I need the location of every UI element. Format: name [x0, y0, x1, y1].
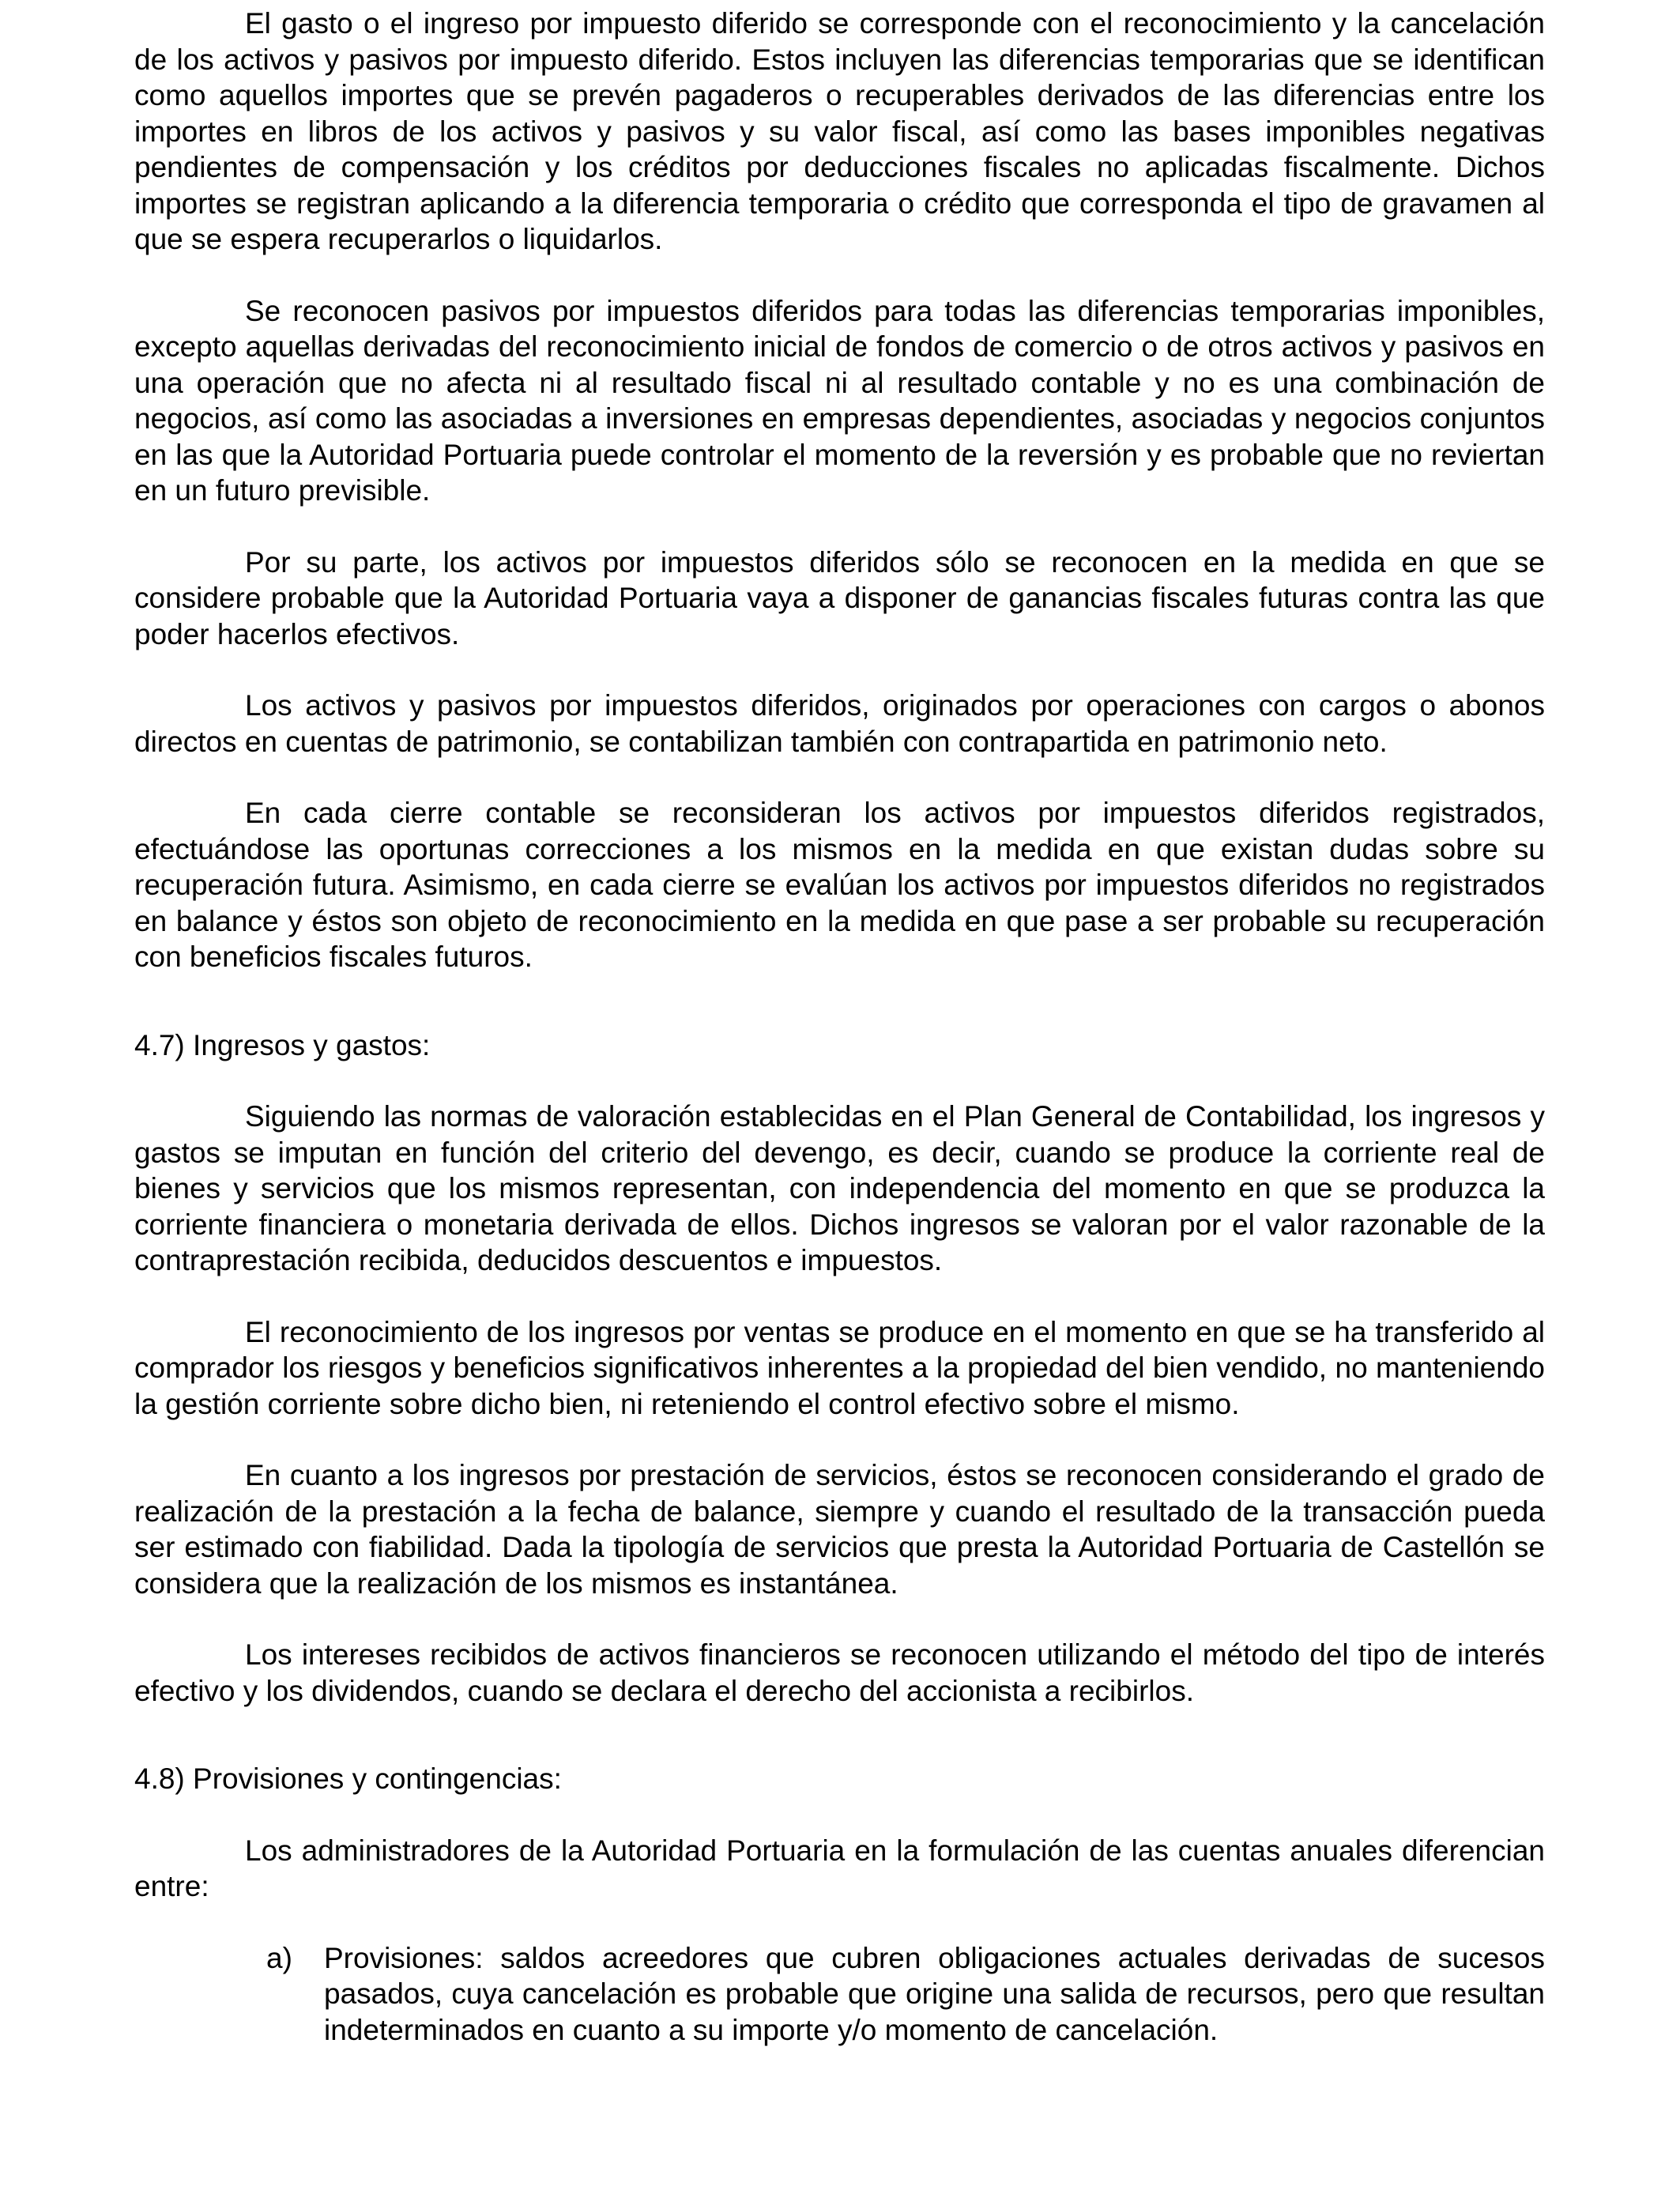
document-body: [134, 6, 1545, 2048]
paragraph-year-end-review: En cada cierre contable se reconsideran los activos por impuestos diferidos registrados, efectuándose las oportunas correcciones a los mismos en la medida en que existan dudas sobre su recuperación futura. Asimismo, en cada cierre se evalúan los activos por impuestos diferidos no registrados en balance y éstos son objeto de reconocimiento en la medida en que pase a ser probable su recuperación con beneficios fiscales futuros.: [134, 797, 1545, 973]
paragraph-equity-deferred-tax: Los activos y pasivos por impuestos diferidos, originados por operaciones con cargos o abonos directos en cuentas de patrimonio, se contabilizan también con contrapartida en patrimonio neto.: [134, 689, 1545, 758]
paragraph-service-revenue: En cuanto a los ingresos por prestación de servicios, éstos se reconocen considerando el grado de realización de la prestación a la fecha de balance, siempre y cuando el resultado de la transacción pueda ser estimado con fiabilidad. Dada la tipología de servicios que presta la Autoridad Portuaria de Castellón se considera que la realización de los mismos es instantánea.: [134, 1459, 1545, 1600]
paragraph-sales-revenue: El reconocimiento de los ingresos por ventas se produce en el momento en que se ha transferido al comprador los riesgos y beneficios significativos inherentes a la propiedad del bien vendido, no manteniendo la gestión corriente sobre dicho bien, ni reteniendo el control efectivo sobre el mismo.: [134, 1315, 1545, 1420]
paragraph-accrual-criterion: Siguiendo las normas de valoración establecidas en el Plan General de Contabilidad, los ingresos y gastos se imputan en función del criterio del devengo, es decir, cuando se produce la corriente real de bienes y servicios que los mismos representan, con independencia del momento en que se produzca la corriente financiera o monetaria derivada de ellos. Dichos ingresos se valoran por el valor razonable de la contraprestación recibida, deducidos descuentos e impuestos.: [134, 1100, 1545, 1276]
paragraph-deferred-tax-expense: El gasto o el ingreso por impuesto diferido se corresponde con el reconocimiento y la cancelación de los activos y pasivos por impuesto diferido. Estos incluyen las diferencias temporarias que se identifican como aquellos importes que se prevén pagaderos o recuperables derivados de las diferencias entre los importes en libros de los activos y pasivos y su valor fiscal, así como las bases imponibles negativas pendientes de compensación y los créditos por deducciones fiscales no aplicadas fiscalmente. Dichos importes se registran aplicando a la diferencia temporaria o crédito que corresponda el tipo de gravamen al que se espera recuperarlos o liquidarlos.: [134, 7, 1545, 255]
paragraph-administrators-distinguish: Los administradores de la Autoridad Portuaria en la formulación de las cuentas anuales diferencian entre:: [134, 1834, 1545, 1902]
section-heading-provisiones: 4.8) Provisiones y contingencias:: [134, 1762, 562, 1795]
paragraph-interest-dividends: Los intereses recibidos de activos financieros se reconocen utilizando el método del tipo de interés efectivo y los dividendos, cuando se declara el derecho del accionista a recibirlos.: [134, 1638, 1545, 1707]
list-marker: a): [266, 1941, 292, 1974]
paragraph-deferred-tax-liabilities: Se reconocen pasivos por impuestos diferidos para todas las diferencias temporarias imponibles, excepto aquellas derivadas del reconocimiento inicial de fondos de comercio o de otros activos y pasivos en una operación que no afecta ni al resultado fiscal ni al resultado contable y no es una combinación de negocios, así como las asociadas a inversiones en empresas dependientes, asociadas y negocios conjuntos en las que la Autoridad Portuaria puede controlar el momento de la reversión y es probable que no reviertan en un futuro previsible.: [134, 294, 1545, 507]
paragraph-deferred-tax-assets: Por su parte, los activos por impuestos diferidos sólo se reconocen en la medida en que se considere probable que la Autoridad Portuaria vaya a disponer de ganancias fiscales futuras contra las que poder hacerlos efectivos.: [134, 545, 1545, 650]
list-item-provisiones: [134, 1940, 1545, 2049]
list-item-text: Provisiones: saldos acreedores que cubren obligaciones actuales derivadas de sucesos pasados, cuya cancelación es probable que origine una salida de recursos, pero que resultan indeterminados en cuanto a su importe y/o momento de cancelación.: [324, 1941, 1545, 2046]
section-heading-ingresos-gastos: 4.7) Ingresos y gastos:: [134, 1028, 431, 1061]
